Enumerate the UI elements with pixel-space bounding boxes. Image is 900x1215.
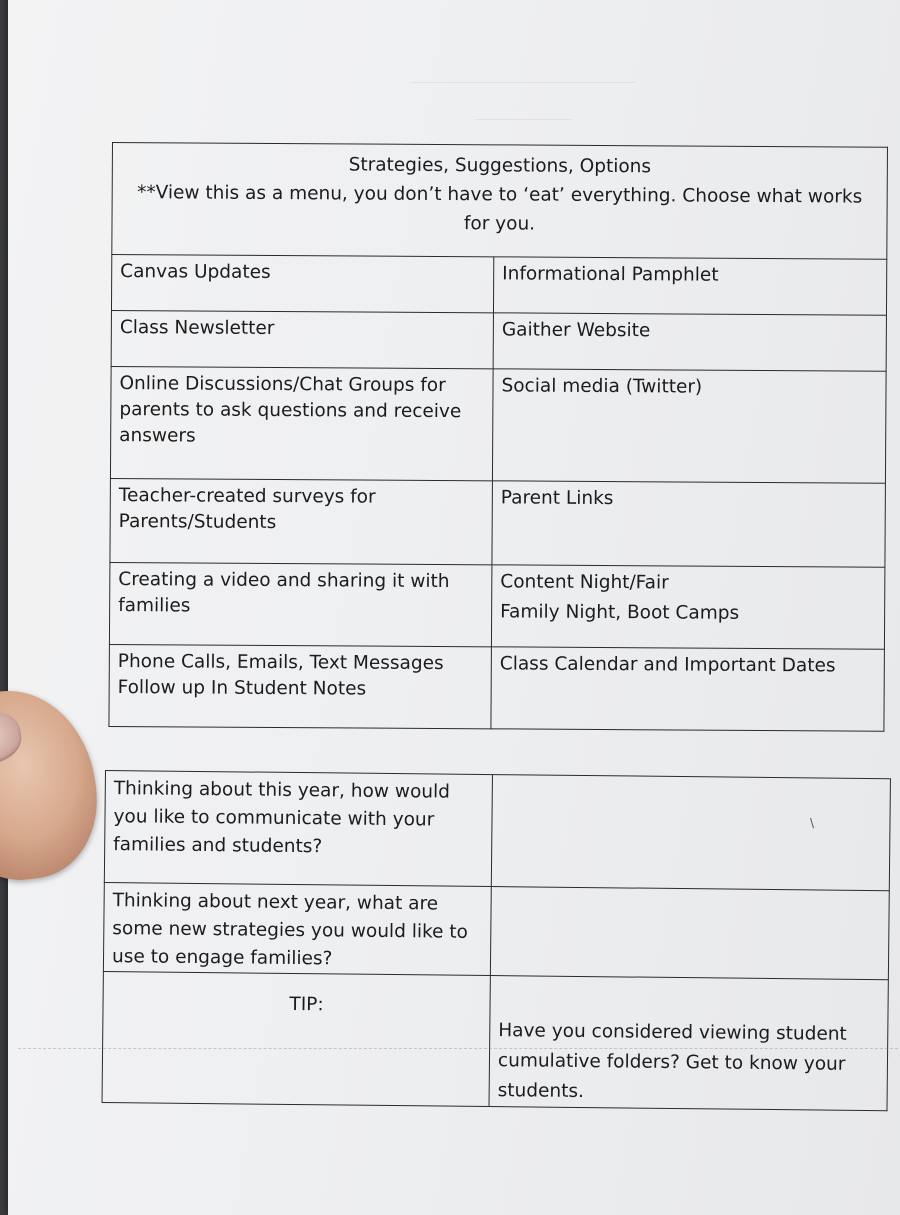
menu-cell: Creating a video and sharing it with families: [109, 562, 491, 646]
menu-cell: Teacher-created surveys for Parents/Students: [110, 478, 493, 564]
bleed-through-text: [363, 60, 683, 120]
thumbnail: [0, 707, 24, 768]
menu-cell: Canvas Updates: [111, 255, 493, 313]
menu-cell: Informational Pamphlet: [493, 257, 886, 315]
menu-cell: Parent Links: [492, 481, 886, 567]
menu-title: Strategies, Suggestions, Options: [348, 154, 652, 178]
question-this-year: Thinking about this year, how would you like to communicate with your families and students?: [104, 771, 492, 887]
menu-cell: Social media (Twitter): [492, 369, 886, 483]
menu-subtitle: **View this as a menu, you don’t have to ‘eat’ everything. Choose what works for you.: [137, 182, 863, 235]
menu-cell: Phone Calls, Emails, Text Messages Follow up In Student Notes: [109, 644, 491, 728]
answer-cell-next-year: [490, 887, 889, 980]
menu-cell: Online Discussions/Chat Groups for parents to ask questions and receive answers: [110, 366, 493, 480]
reflection-table: [102, 770, 891, 1111]
tip-label: TIP:: [102, 971, 490, 1106]
menu-cell: Content Night/Fair Family Night, Boot Camps: [491, 565, 884, 649]
menu-cell: Class Calendar and Important Dates: [491, 647, 884, 731]
tip-text: Have you considered viewing student cumulative folders? Get to know your students.: [489, 976, 888, 1111]
worksheet-paper: [8, 0, 900, 1215]
pen-mark: \: [810, 816, 815, 830]
paper-fold-line: [18, 1048, 898, 1049]
strategies-menu-table: [108, 142, 888, 732]
menu-cell: Gaither Website: [493, 313, 886, 371]
answer-cell-this-year: [491, 775, 890, 891]
menu-header-cell: [112, 143, 888, 260]
menu-cell: Class Newsletter: [111, 310, 493, 368]
question-next-year: Thinking about next year, what are some new strategies you would like to use to engage families?: [103, 882, 491, 975]
